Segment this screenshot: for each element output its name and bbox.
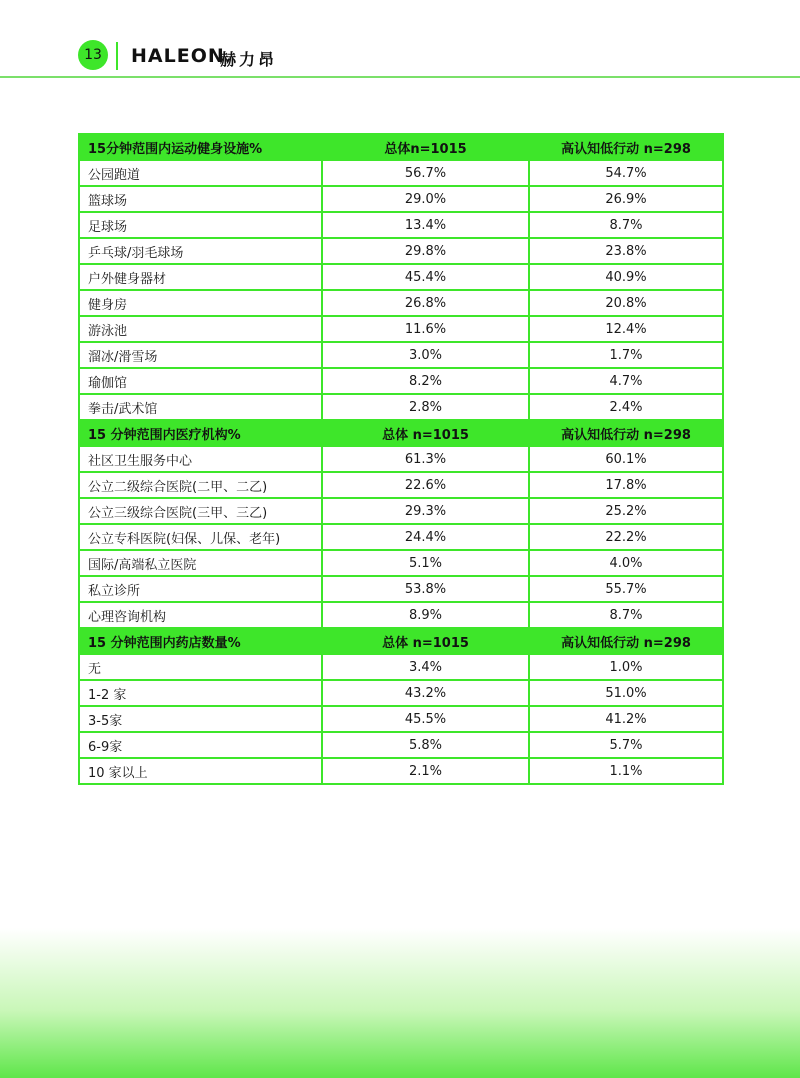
group-value: 2.4% [529,394,723,420]
group-value: 54.7% [529,160,723,186]
table-row [79,186,723,212]
row-label: 公立二级综合医院(二甲、二乙) [79,472,322,498]
table-row [79,758,723,784]
group-value: 51.0% [529,680,723,706]
row-label: 3-5家 [79,706,322,732]
row-label: 乒乓球/羽毛球场 [79,238,322,264]
survey-table [78,133,724,785]
overall-value: 61.3% [322,446,529,472]
group-value: 25.2% [529,498,723,524]
group-value: 55.7% [529,576,723,602]
overall-value: 29.8% [322,238,529,264]
table-row [79,264,723,290]
overall-value: 3.0% [322,342,529,368]
table-row [79,368,723,394]
section-title: 15 分钟范围内药店数量% [79,628,322,654]
group-value: 8.7% [529,212,723,238]
overall-value: 5.8% [322,732,529,758]
group-value: 60.1% [529,446,723,472]
brand-logo-chinese: 赫力昂 [220,50,278,69]
overall-value: 8.9% [322,602,529,628]
table-row [79,238,723,264]
column-header: 高认知低行动 n=298 [529,628,723,654]
column-header: 高认知低行动 n=298 [529,134,723,160]
table-row [79,602,723,628]
overall-value: 29.3% [322,498,529,524]
row-label: 社区卫生服务中心 [79,446,322,472]
overall-value: 8.2% [322,368,529,394]
column-header: 总体n=1015 [322,134,529,160]
group-value: 40.9% [529,264,723,290]
brand-logo: HALEON [131,45,225,67]
row-label: 公立三级综合医院(三甲、三乙) [79,498,322,524]
table-row [79,472,723,498]
row-label: 拳击/武术馆 [79,394,322,420]
header-divider [116,42,118,70]
survey-table-container [78,133,722,785]
row-label: 瑜伽馆 [79,368,322,394]
table-row [79,316,723,342]
overall-value: 2.1% [322,758,529,784]
row-label: 游泳池 [79,316,322,342]
table-row [79,160,723,186]
column-header: 总体 n=1015 [322,628,529,654]
table-row [79,394,723,420]
overall-value: 11.6% [322,316,529,342]
section-header-row [79,420,723,446]
table-row [79,498,723,524]
overall-value: 5.1% [322,550,529,576]
section-header-row [79,628,723,654]
group-value: 1.7% [529,342,723,368]
overall-value: 2.8% [322,394,529,420]
group-value: 26.9% [529,186,723,212]
table-row [79,212,723,238]
row-label: 心理咨询机构 [79,602,322,628]
row-label: 无 [79,654,322,680]
section-title: 15分钟范围内运动健身设施% [79,134,322,160]
overall-value: 45.4% [322,264,529,290]
page-number-badge: 13 [78,40,108,70]
group-value: 4.7% [529,368,723,394]
row-label: 健身房 [79,290,322,316]
table-row [79,576,723,602]
group-value: 22.2% [529,524,723,550]
row-label: 6-9家 [79,732,322,758]
group-value: 23.8% [529,238,723,264]
group-value: 12.4% [529,316,723,342]
row-label: 公立专科医院(妇保、儿保、老年) [79,524,322,550]
overall-value: 22.6% [322,472,529,498]
overall-value: 43.2% [322,680,529,706]
overall-value: 26.8% [322,290,529,316]
group-value: 41.2% [529,706,723,732]
group-value: 8.7% [529,602,723,628]
row-label: 足球场 [79,212,322,238]
row-label: 10 家以上 [79,758,322,784]
page-header [0,0,800,78]
table-row [79,706,723,732]
overall-value: 56.7% [322,160,529,186]
column-header: 高认知低行动 n=298 [529,420,723,446]
row-label: 溜冰/滑雪场 [79,342,322,368]
bottom-gradient-decoration [0,928,800,1078]
group-value: 20.8% [529,290,723,316]
section-title: 15 分钟范围内医疗机构% [79,420,322,446]
section-header-row [79,134,723,160]
overall-value: 53.8% [322,576,529,602]
table-row [79,342,723,368]
table-row [79,524,723,550]
row-label: 国际/高端私立医院 [79,550,322,576]
group-value: 5.7% [529,732,723,758]
column-header: 总体 n=1015 [322,420,529,446]
table-row [79,550,723,576]
overall-value: 3.4% [322,654,529,680]
table-row [79,654,723,680]
overall-value: 29.0% [322,186,529,212]
group-value: 4.0% [529,550,723,576]
row-label: 私立诊所 [79,576,322,602]
group-value: 1.1% [529,758,723,784]
overall-value: 45.5% [322,706,529,732]
table-row [79,446,723,472]
overall-value: 24.4% [322,524,529,550]
row-label: 公园跑道 [79,160,322,186]
table-row [79,290,723,316]
table-row [79,680,723,706]
group-value: 17.8% [529,472,723,498]
row-label: 1-2 家 [79,680,322,706]
survey-table-body [79,134,723,784]
overall-value: 13.4% [322,212,529,238]
row-label: 户外健身器材 [79,264,322,290]
row-label: 篮球场 [79,186,322,212]
group-value: 1.0% [529,654,723,680]
table-row [79,732,723,758]
